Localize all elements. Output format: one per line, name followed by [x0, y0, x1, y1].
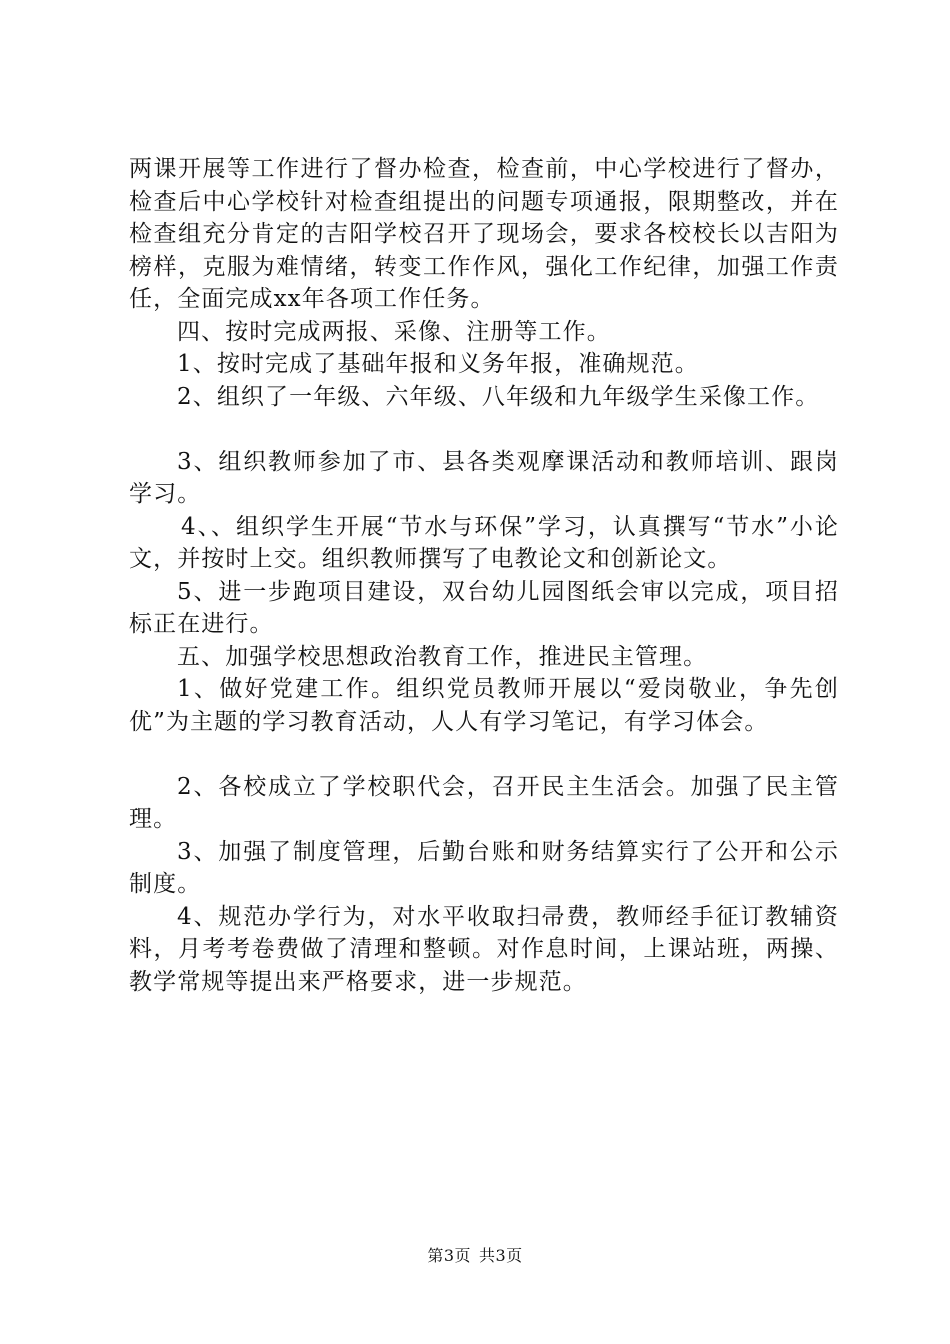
- list-item: 1、做好党建工作。组织党员教师开展以“爱岗敬业，争先创优”为主题的学习教育活动，人人有学习笔记，有学习体会。: [129, 676, 839, 735]
- list-item: 4、、组织学生开展“节水与环保”学习，认真撰写“节水”小论文，并按时上交。组织教师撰写了电教论文和创新论文。: [129, 513, 839, 572]
- page-footer: [0, 1243, 950, 1266]
- page-total: 共3页: [479, 1246, 523, 1265]
- section-heading-five: 五、加强学校思想政治教育工作，推进民主管理。: [177, 643, 708, 670]
- list-item: 2、组织了一年级、六年级、八年级和九年级学生采像工作。: [177, 383, 820, 410]
- section-heading-four: 四、按时完成两报、采像、注册等工作。: [177, 318, 611, 345]
- list-item: 4、规范办学行为，对水平收取扫帚费，教师经手征订教辅资料，月考考卷费做了清理和整顿。对作息时间，上课站班，两操、教学常规等提出来严格要求，进一步规范。: [129, 903, 839, 995]
- list-item: 3、加强了制度管理，后勤台账和财务结算实行了公开和公示制度。: [129, 838, 839, 897]
- document-body: [129, 153, 839, 998]
- list-item: 1、按时完成了基础年报和义务年报，准确规范。: [177, 351, 699, 377]
- paragraph-continuation: 两课开展等工作进行了督办检查，检查前，中心学校进行了督办，检查后中心学校针对检查组提出的问题专项通报，限期整改，并在检查组充分肯定的吉阳学校召开了现场会，要求各校校长以吉阳为榜样，克服为难情绪，转变工作作风，强化工作纪律，加强工作责任，全面完成xx年各项工作任务。: [129, 156, 839, 312]
- list-item: 5、进一步跑项目建设，双台幼儿园图纸会审以完成，项目招标正在进行。: [129, 578, 839, 637]
- list-item: 2、各校成立了学校职代会，召开民主生活会。加强了民主管理。: [129, 773, 839, 832]
- list-item: 3、组织教师参加了市、县各类观摩课活动和教师培训、跟岗学习。: [129, 448, 839, 507]
- page-number: 第3页: [427, 1246, 471, 1265]
